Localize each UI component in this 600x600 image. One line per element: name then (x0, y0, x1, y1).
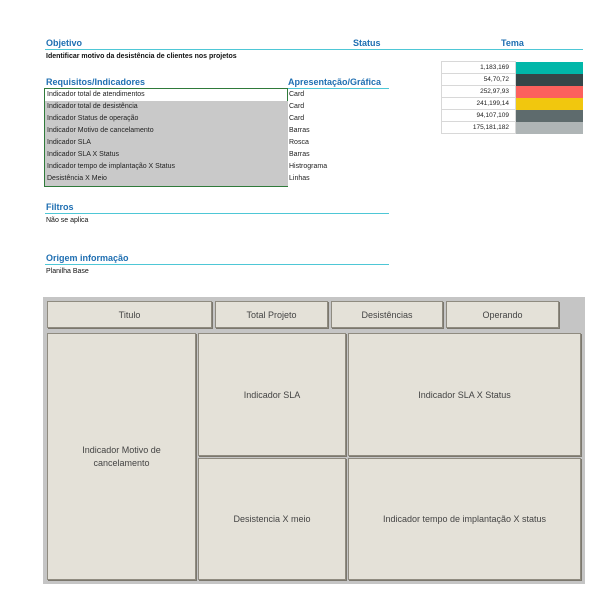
presentation-cell: Card (289, 91, 305, 98)
requirement-row: Indicador Motivo de cancelamento (45, 125, 288, 137)
apresentacao-header: Apresentação/Gráfica (288, 77, 382, 87)
objetivo-underline (45, 49, 583, 50)
objetivo-text: Identificar motivo da desistência de clientes nos projetos (46, 53, 237, 60)
tema-rgb: 1,183,169 (441, 62, 516, 74)
tema-swatch (516, 62, 583, 74)
presentation-cell: Rosca (289, 139, 309, 146)
sla-status-label: Indicador SLA X Status (418, 389, 511, 400)
presentation-cell: Linhas (289, 175, 310, 182)
origem-header: Origem informação (46, 253, 129, 263)
motivo-cancelamento-label: Indicador Motivo de cancelamento (82, 444, 161, 468)
requirement-row: Desistência X Meio (45, 173, 288, 186)
presentation-cell: Card (289, 103, 305, 110)
tema-rgb: 241,199,14 (441, 98, 516, 110)
tema-rgb: 175,181,182 (441, 122, 516, 134)
operando-tile[interactable] (446, 301, 559, 328)
sla-label: Indicador SLA (243, 389, 301, 400)
origem-text: Planilha Base (46, 268, 89, 275)
tema-swatch (516, 74, 583, 86)
tema-rgb: 54,70,72 (441, 74, 516, 86)
total-projeto-tile[interactable] (215, 301, 328, 328)
requirement-row: Indicador SLA X Status (45, 149, 288, 161)
total-projeto-label: Total Projeto (246, 309, 297, 320)
requirement-row: Indicador tempo de implantação X Status (45, 161, 288, 173)
origem-underline (45, 264, 389, 265)
filtros-text: Não se aplica (46, 217, 89, 224)
requisitos-header: Requisitos/Indicadores (46, 77, 146, 87)
presentation-cell: Barras (289, 151, 310, 158)
titulo-tile[interactable] (47, 301, 212, 328)
objetivo-header: Objetivo (46, 38, 83, 48)
presentation-cell: Histrograma (289, 163, 328, 170)
requirement-row: Indicador SLA (45, 137, 288, 149)
desistencia-meio-tile[interactable] (198, 458, 346, 580)
dashboard-layout (43, 297, 585, 584)
tema-swatch (516, 86, 583, 98)
tempo-implantacao-tile[interactable] (348, 458, 581, 580)
presentation-cell: Barras (289, 127, 310, 134)
tema-swatch (516, 110, 583, 122)
tema-swatch (516, 122, 583, 134)
tempo-implantacao-label: Indicador tempo de implantação X status (382, 514, 547, 524)
tema-rgb: 252,97,93 (441, 86, 516, 98)
sla-status-tile[interactable] (348, 333, 581, 456)
motivo-cancelamento-tile[interactable] (47, 333, 196, 580)
operando-label: Operando (482, 309, 523, 320)
tema-rgb: 94,107,109 (441, 110, 516, 122)
desistencia-meio-label: Desistencia X meio (233, 514, 311, 524)
requirement-row: Indicador total de atendimentos (47, 91, 145, 98)
presentation-cell: Card (289, 115, 305, 122)
status-header: Status (353, 38, 381, 48)
sla-tile[interactable] (198, 333, 346, 456)
requirement-row: Indicador Status de operação (45, 113, 288, 125)
titulo-label: Titulo (118, 309, 141, 320)
desistencias-tile[interactable] (331, 301, 443, 328)
tema-swatch (516, 98, 583, 110)
filtros-header: Filtros (46, 202, 74, 212)
filtros-underline (45, 213, 389, 214)
desistencias-label: Desistências (361, 309, 413, 320)
requirement-row: Indicador total de desistência (45, 101, 288, 113)
tema-header: Tema (501, 38, 524, 48)
